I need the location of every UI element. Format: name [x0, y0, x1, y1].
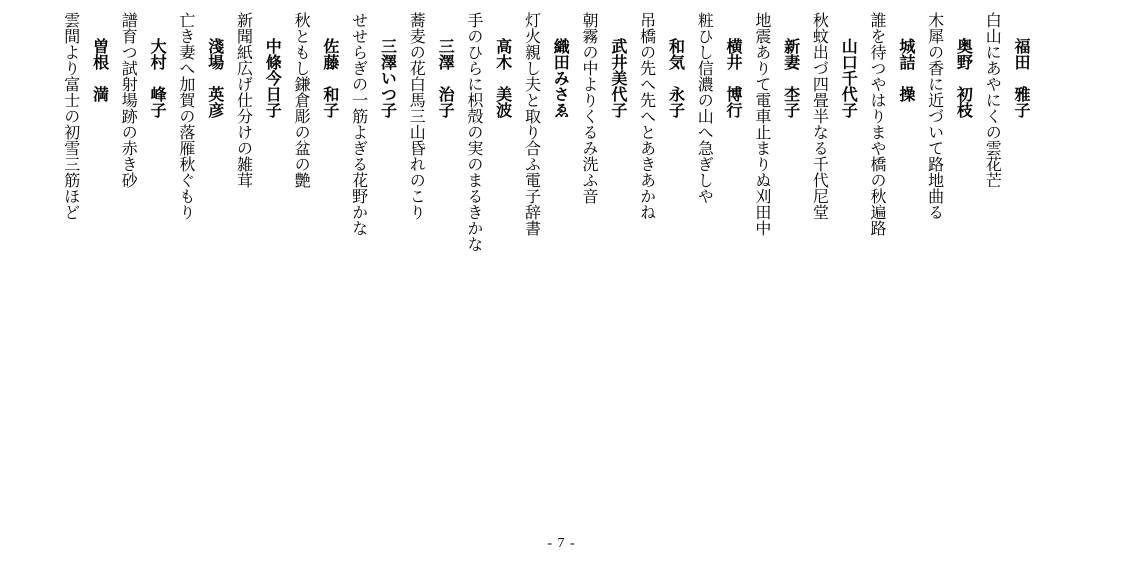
haiku-column-area	[56, 12, 1035, 512]
haiku-verse: 粧ひし信濃の山へ急ぎしや	[695, 12, 715, 204]
author-name: 武井美代子	[608, 37, 628, 118]
haiku-verse: 吊橋の先へ先へとあきあかね	[637, 12, 657, 220]
haiku-verse: 雲間より富士の初雪三筋ほど	[61, 12, 81, 220]
haiku-entry	[286, 12, 344, 512]
author-name: 中條今日子	[263, 37, 283, 118]
haiku-entry	[344, 12, 402, 512]
haiku-verse: 手のひらに枳殻の実のまるきかな	[464, 12, 484, 252]
haiku-entry	[114, 12, 172, 512]
author-name: 大村 峰子	[148, 37, 168, 118]
haiku-entry	[459, 12, 517, 512]
haiku-entry	[920, 12, 978, 512]
author-name: 三澤いつ子	[378, 37, 398, 118]
haiku-entry	[171, 12, 229, 512]
haiku-entry	[229, 12, 287, 512]
author-name: 高木 美波	[493, 37, 513, 118]
haiku-entry	[401, 12, 459, 512]
author-name: 福田 雅子	[1012, 37, 1031, 118]
page-number: - 7 -	[547, 536, 576, 551]
haiku-verse: 木犀の香に近づいて路地曲る	[925, 12, 945, 220]
haiku-verse: 誰を待つやはりまや橋の秋遍路	[868, 12, 888, 236]
haiku-verse: 白山にあやにくの雲花芒	[983, 12, 1003, 188]
author-name: 横井 博行	[724, 37, 744, 118]
author-name: 佐藤 和子	[320, 37, 340, 118]
haiku-entry	[977, 12, 1035, 512]
haiku-verse: 譜育つ試射場跡の赤き砂	[119, 12, 139, 188]
haiku-entry	[632, 12, 690, 512]
haiku-verse: 地震ありて電車止まりぬ刈田中	[752, 12, 772, 236]
haiku-entry	[689, 12, 747, 512]
author-name: 織田みさゑ	[551, 37, 571, 118]
author-name: 和気 永子	[666, 37, 686, 118]
haiku-verse: 灯火親し夫と取り合ふ電子辞書	[522, 12, 542, 236]
haiku-entry	[56, 12, 114, 512]
author-name: 淺場 英彦	[205, 37, 225, 118]
haiku-verse: 秋蚊出づ四畳半なる千代尼堂	[810, 12, 830, 220]
haiku-entry	[805, 12, 863, 512]
haiku-verse: 朝霧の中よりくるみ洗ふ音	[580, 12, 600, 204]
author-name: 奥野 初枝	[954, 37, 974, 118]
author-name: 新妻 杢子	[781, 37, 801, 118]
haiku-verse: 亡き妻へ加賀の落雁秋ぐもり	[176, 12, 196, 220]
author-name: 曽根 満	[90, 37, 110, 102]
author-name: 山口千代子	[839, 37, 859, 118]
haiku-verse: せせらぎの一筋よぎる花野かな	[349, 12, 369, 236]
haiku-entry	[574, 12, 632, 512]
haiku-entry	[747, 12, 805, 512]
haiku-verse: 新聞紙広げ仕分けの雑茸	[234, 12, 254, 188]
haiku-verse: 秋ともし鎌倉彫の盆の艶	[292, 12, 312, 188]
author-name: 城詰 操	[896, 37, 916, 102]
haiku-entry	[862, 12, 920, 512]
haiku-verse: 蕎麦の花白馬三山昏れのこり	[407, 12, 427, 220]
author-name: 三澤 治子	[436, 37, 456, 118]
haiku-entry	[517, 12, 575, 512]
